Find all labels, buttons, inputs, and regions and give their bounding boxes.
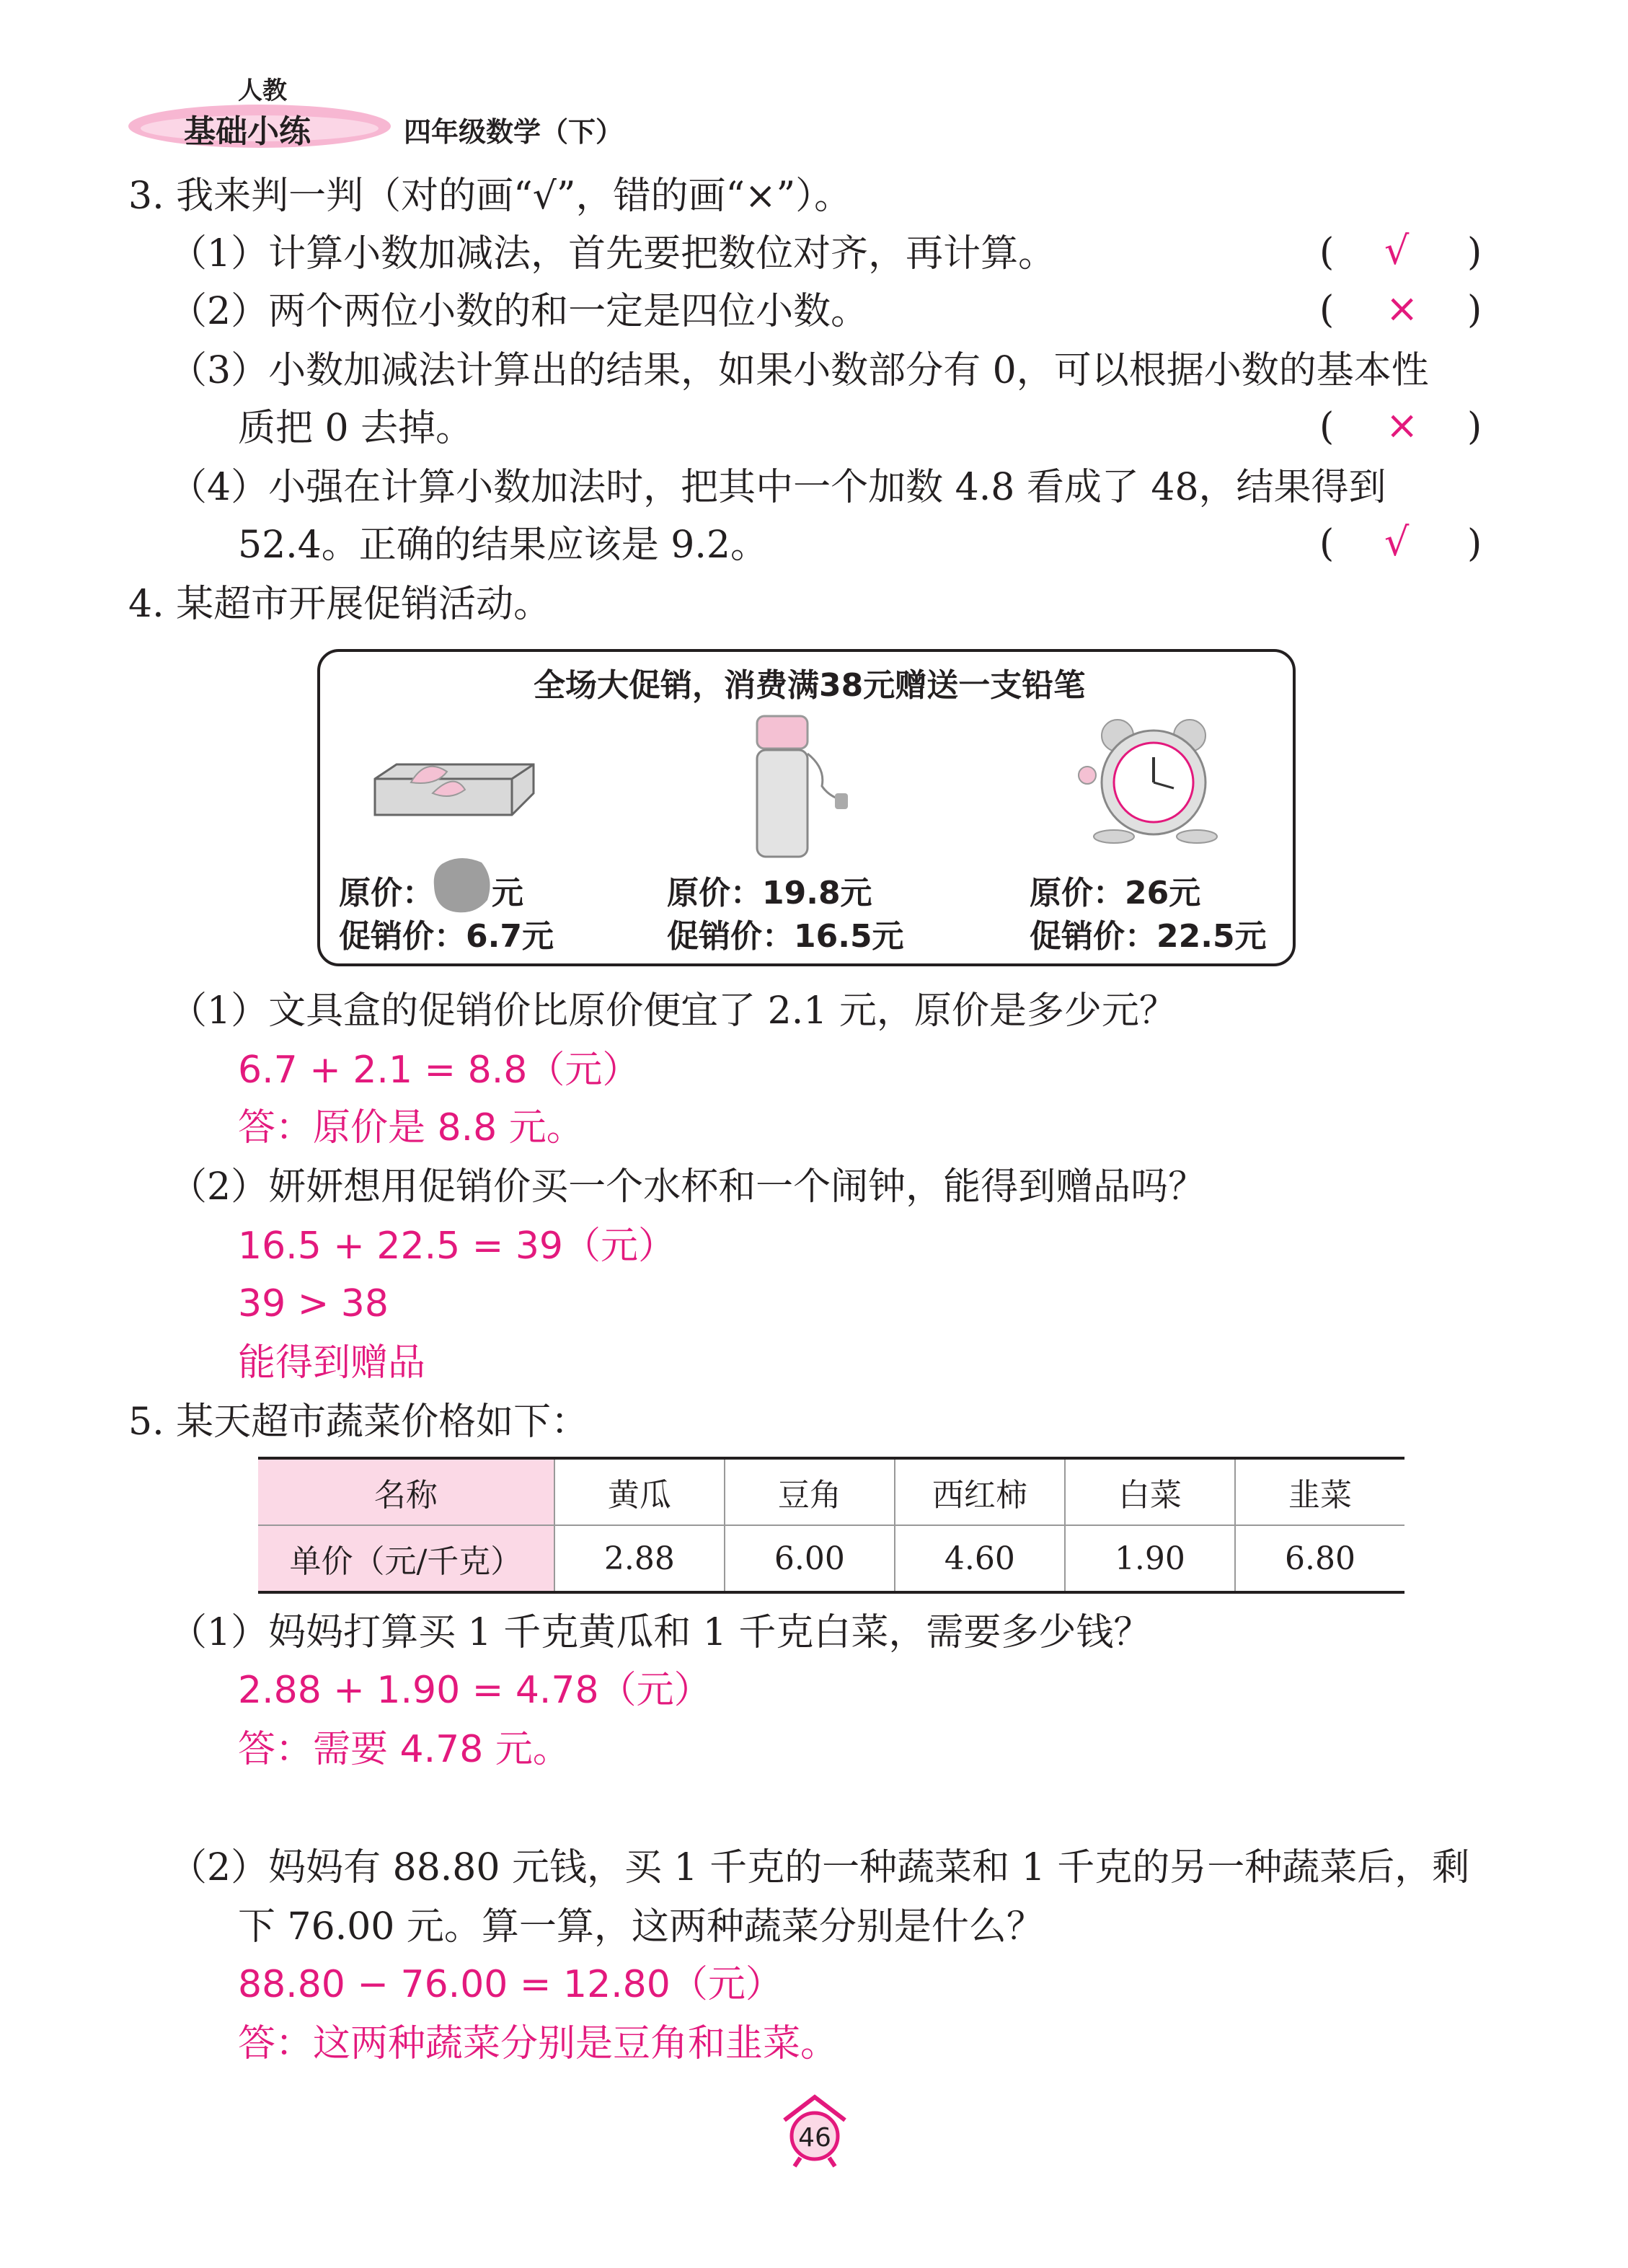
q4-sub1-work-line1: 6.7 + 2.1 = 8.8（元） xyxy=(238,1049,640,1092)
q4-sub2-work-line2: 39 > 38 xyxy=(238,1282,389,1325)
table-header-row xyxy=(258,1458,1404,1525)
table-cell: 4.60 xyxy=(895,1525,1065,1592)
answer-paren-close: ) xyxy=(1467,405,1482,449)
table-header-cell: 黄瓜 xyxy=(554,1458,725,1525)
q5-sub1-question: （1）妈妈打算买 1 千克黄瓜和 1 千克白菜，需要多少钱？ xyxy=(169,1611,1151,1654)
q4-sub2-work-line1: 16.5 + 22.5 = 39（元） xyxy=(238,1225,676,1268)
q3-item3-text-line1: （3）小数加减法计算出的结果，如果小数部分有 0，可以根据小数的基本性 xyxy=(169,349,1429,392)
promo-headline: 全场大促销，消费满38元赠送一支铅笔 xyxy=(534,667,1086,704)
page-number-badge xyxy=(779,2091,851,2171)
q5-sub1-work-line2: 答：需要 4.78 元。 xyxy=(238,1728,570,1771)
q5-sub2-question-line1: （2）妈妈有 88.80 元钱，买 1 千克的一种蔬菜和 1 千克的另一种蔬菜后，剩 xyxy=(169,1846,1470,1889)
product1-original-label: 原价： xyxy=(339,875,434,912)
alarm-clock-icon xyxy=(1074,718,1233,844)
q4-sub2-question: （2）妍妍想用促销价买一个水杯和一个闹钟，能得到赠品吗？ xyxy=(169,1165,1206,1209)
answer-paren-open: ( xyxy=(1319,231,1335,274)
product2-original-price: 原价：19.8元 xyxy=(667,875,872,912)
q4-sub1-question: （1）文具盒的促销价比原价便宜了 2.1 元，原价是多少元？ xyxy=(169,989,1177,1033)
answer-paren-open: ( xyxy=(1319,522,1335,565)
answer-paren-open: ( xyxy=(1319,405,1335,449)
product3-sale-price: 促销价：22.5元 xyxy=(1030,918,1267,955)
q5-sub2-work-line1: 88.80 − 76.00 = 12.80（元） xyxy=(238,1963,783,2006)
table-cell: 6.80 xyxy=(1235,1525,1404,1592)
answer-paren-close: ) xyxy=(1467,231,1482,274)
table-row-label: 单价（元/千克） xyxy=(258,1525,554,1592)
q5-sub1-work-line1: 2.88 + 1.90 = 4.78（元） xyxy=(238,1669,712,1712)
q5-title: 5. 某天超市蔬菜价格如下： xyxy=(128,1400,589,1444)
table-header-cell: 豆角 xyxy=(725,1458,895,1525)
q3-title: 3. 我来判一判（对的画“√”，错的画“×”）。 xyxy=(128,175,852,218)
q3-item3-text-line2: 质把 0 去掉。 xyxy=(238,407,474,450)
table-header-cell: 白菜 xyxy=(1065,1458,1235,1525)
product2-sale-price: 促销价：16.5元 xyxy=(667,918,904,955)
q5-sub2-question-line2: 下 76.00 元。算一算，这两种蔬菜分别是什么？ xyxy=(238,1905,1044,1949)
q3-item1-answer: √ xyxy=(1384,228,1410,273)
price-blot xyxy=(431,857,492,914)
publisher-label: 人教 xyxy=(238,76,287,105)
product3-original-price: 原价：26元 xyxy=(1030,875,1201,912)
vegetable-price-table xyxy=(258,1457,1404,1594)
q4-sub1-work-line2: 答：原价是 8.8 元。 xyxy=(238,1106,584,1150)
table-header-cell: 名称 xyxy=(258,1458,554,1525)
q3-item3-answer: × xyxy=(1386,402,1419,448)
table-row xyxy=(258,1525,1404,1592)
answer-paren-close: ) xyxy=(1467,522,1482,565)
product1-original-suffix: 元 xyxy=(492,875,523,912)
page-number: 46 xyxy=(798,2123,831,2153)
q3-item1-text: （1）计算小数加减法，首先要把数位对齐，再计算。 xyxy=(169,232,1056,275)
q3-item4-answer: √ xyxy=(1384,519,1410,565)
q4-title: 4. 某超市开展促销活动。 xyxy=(128,583,552,626)
table-cell: 2.88 xyxy=(554,1525,725,1592)
table-header-cell: 韭菜 xyxy=(1235,1458,1404,1525)
table-cell: 1.90 xyxy=(1065,1525,1235,1592)
q4-sub2-work-line3: 能得到赠品 xyxy=(238,1341,426,1385)
pencil-case-icon xyxy=(368,750,541,829)
q3-item2-text: （2）两个两位小数的和一定是四位小数。 xyxy=(169,290,869,333)
series-title: 基础小练 xyxy=(184,113,311,150)
table-header-cell: 西红柿 xyxy=(895,1458,1065,1525)
q3-item4-text-line2: 52.4。正确的结果应该是 9.2。 xyxy=(238,524,769,567)
q3-item2-answer: × xyxy=(1386,286,1419,331)
water-bottle-icon xyxy=(743,710,858,862)
answer-paren-open: ( xyxy=(1319,288,1335,332)
answer-paren-close: ) xyxy=(1467,288,1482,332)
grade-label: 四年级数学（下） xyxy=(404,116,624,148)
table-cell: 6.00 xyxy=(725,1525,895,1592)
product1-sale-price: 促销价：6.7元 xyxy=(339,918,554,955)
q3-item4-text-line1: （4）小强在计算小数加法时，把其中一个加数 4.8 看成了 48，结果得到 xyxy=(169,466,1386,509)
q5-sub2-work-line2: 答：这两种蔬菜分别是豆角和韭菜。 xyxy=(238,2022,839,2065)
